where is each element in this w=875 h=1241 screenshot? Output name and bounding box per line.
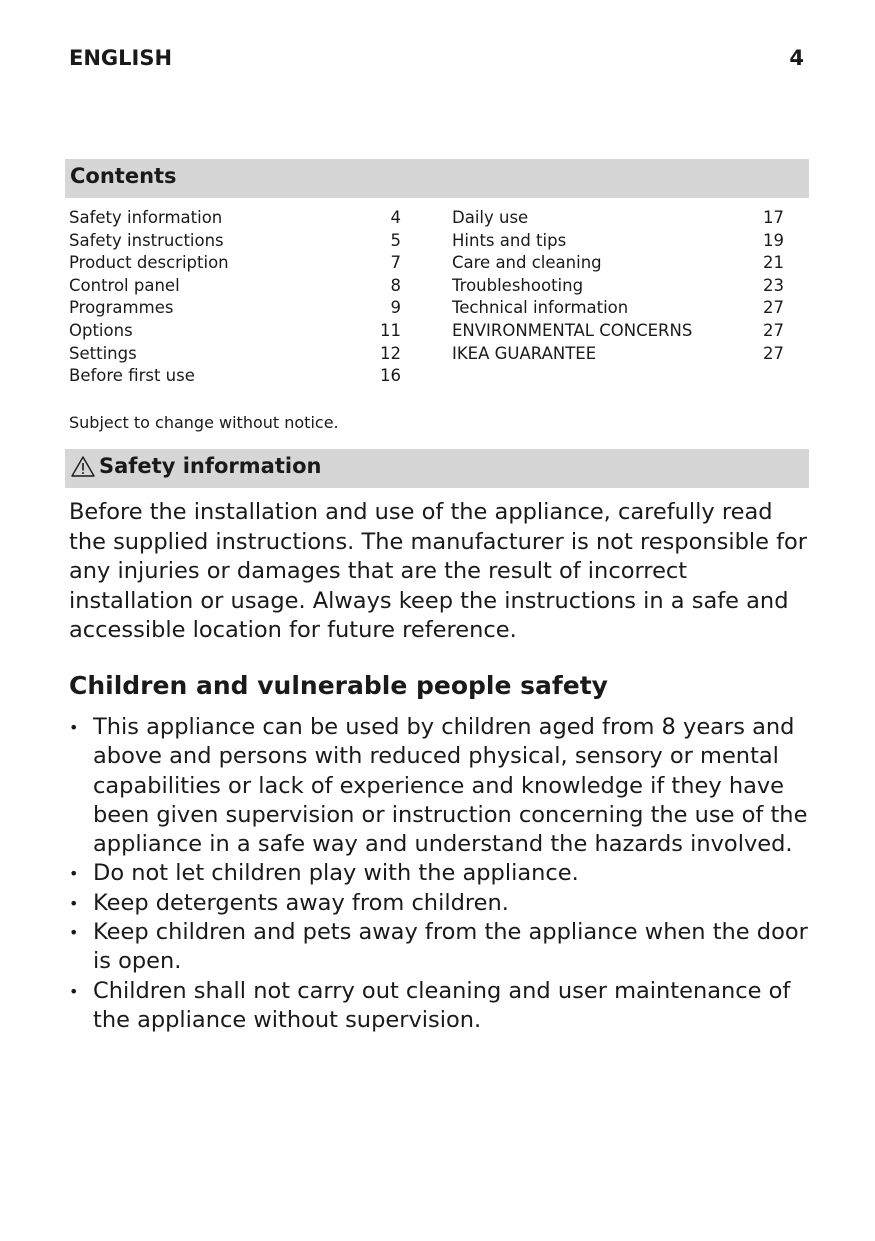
toc-entry-page: 27 (763, 320, 784, 340)
safety-intro-paragraph: Before the installation and use of the appliance, carefully read the supplied instructions. The manufacturer is not responsible for any injuries or damages that are the result of incorrect installation or usage. Always keep the instructions in a safe and accessible location for future reference. (69, 499, 808, 643)
toc-entry-title: Options (69, 320, 133, 340)
page-number: 4 (789, 46, 804, 70)
toc-entry[interactable] (69, 297, 401, 320)
toc-entry-page: 23 (763, 275, 784, 295)
toc-entry-title: Settings (69, 343, 137, 363)
toc-entry-title: Before first use (69, 366, 195, 386)
toc-entry-title: Care and cleaning (452, 253, 602, 273)
children-safety-list (69, 713, 809, 1035)
list-item-text: This appliance can be used by children aged from 8 years and above and persons with reduced physical, sensory or mental capabilities or lack of experience and knowledge if they have been given supervision or instruction concerning the use of the appliance in a safe way and understand the hazards involved. (93, 714, 808, 858)
toc-entry-title: Programmes (69, 298, 174, 318)
toc-entry-page: 11 (380, 320, 401, 340)
toc-entry-page: 12 (380, 343, 401, 363)
toc-entry[interactable] (69, 320, 401, 343)
toc-entry[interactable] (452, 207, 784, 230)
change-notice: Subject to change without notice. (69, 413, 339, 432)
toc-entry-title: IKEA GUARANTEE (452, 343, 597, 363)
toc-entry-title: Control panel (69, 275, 180, 295)
toc-entry-page: 16 (380, 366, 401, 386)
toc-entry[interactable] (452, 320, 784, 343)
bullet-dot-icon: • (69, 923, 79, 943)
toc-entry-page: 27 (763, 298, 784, 318)
contents-title: Contents (70, 164, 177, 188)
toc-entry-page: 17 (763, 208, 784, 227)
toc-entry-page: 4 (390, 208, 401, 227)
toc-entry-title: Safety information (69, 208, 223, 227)
toc-entry[interactable] (452, 343, 784, 366)
toc-entry[interactable] (69, 343, 401, 366)
toc-entry-page: 5 (390, 230, 401, 250)
bullet-dot-icon: • (69, 718, 79, 737)
toc-entry-title: Hints and tips (452, 230, 567, 250)
safety-heading-band (65, 449, 809, 488)
toc-entry-title: Technical information (452, 298, 629, 318)
toc-entry-page: 21 (763, 253, 784, 273)
language-label: ENGLISH (69, 46, 173, 70)
toc-entry-page: 19 (763, 230, 784, 250)
children-safety-heading: Children and vulnerable people safety (69, 671, 608, 700)
toc-entry-page: 8 (390, 275, 401, 295)
toc-entry-title: Product description (69, 253, 229, 273)
list-item-text: Keep children and pets away from the appliance when the door is open. (93, 919, 808, 975)
toc-entry[interactable] (69, 252, 401, 275)
toc-entry-page: 27 (763, 343, 784, 363)
list-item-text: Children shall not carry out cleaning and user maintenance of the appliance without supervision. (93, 977, 791, 1033)
bullet-dot-icon: • (69, 981, 79, 1001)
toc-entry-title: Daily use (452, 208, 529, 227)
toc-entry[interactable] (452, 252, 784, 275)
list-item (69, 977, 809, 1036)
list-item (69, 889, 809, 918)
toc-entry-title: Safety instructions (69, 230, 224, 250)
toc-left-column (69, 207, 401, 388)
toc-entry[interactable] (452, 297, 784, 320)
toc-entry-page: 7 (390, 253, 401, 273)
bullet-dot-icon: • (69, 893, 79, 913)
bullet-dot-icon: • (69, 864, 79, 884)
list-item-text: Keep detergents away from children. (93, 889, 509, 916)
list-item (69, 859, 809, 888)
list-item (69, 918, 809, 977)
safety-title: Safety information (99, 454, 322, 478)
toc-right-column (452, 207, 784, 365)
list-item-text: Do not let children play with the appliance. (93, 860, 579, 887)
contents-heading-band (65, 159, 809, 198)
toc-entry[interactable] (69, 365, 401, 388)
list-item (69, 713, 809, 859)
toc-entry-title: Troubleshooting (452, 275, 584, 295)
toc-entry-page: 9 (390, 298, 401, 318)
toc-entry-title: ENVIRONMENTAL CONCERNS (452, 320, 693, 340)
toc-entry[interactable] (452, 230, 784, 253)
toc-entry[interactable] (452, 275, 784, 298)
warning-triangle-icon (70, 454, 96, 480)
toc-entry[interactable] (69, 275, 401, 298)
page-header (69, 46, 804, 76)
toc-entry[interactable] (69, 230, 401, 253)
toc-entry[interactable] (69, 207, 401, 230)
